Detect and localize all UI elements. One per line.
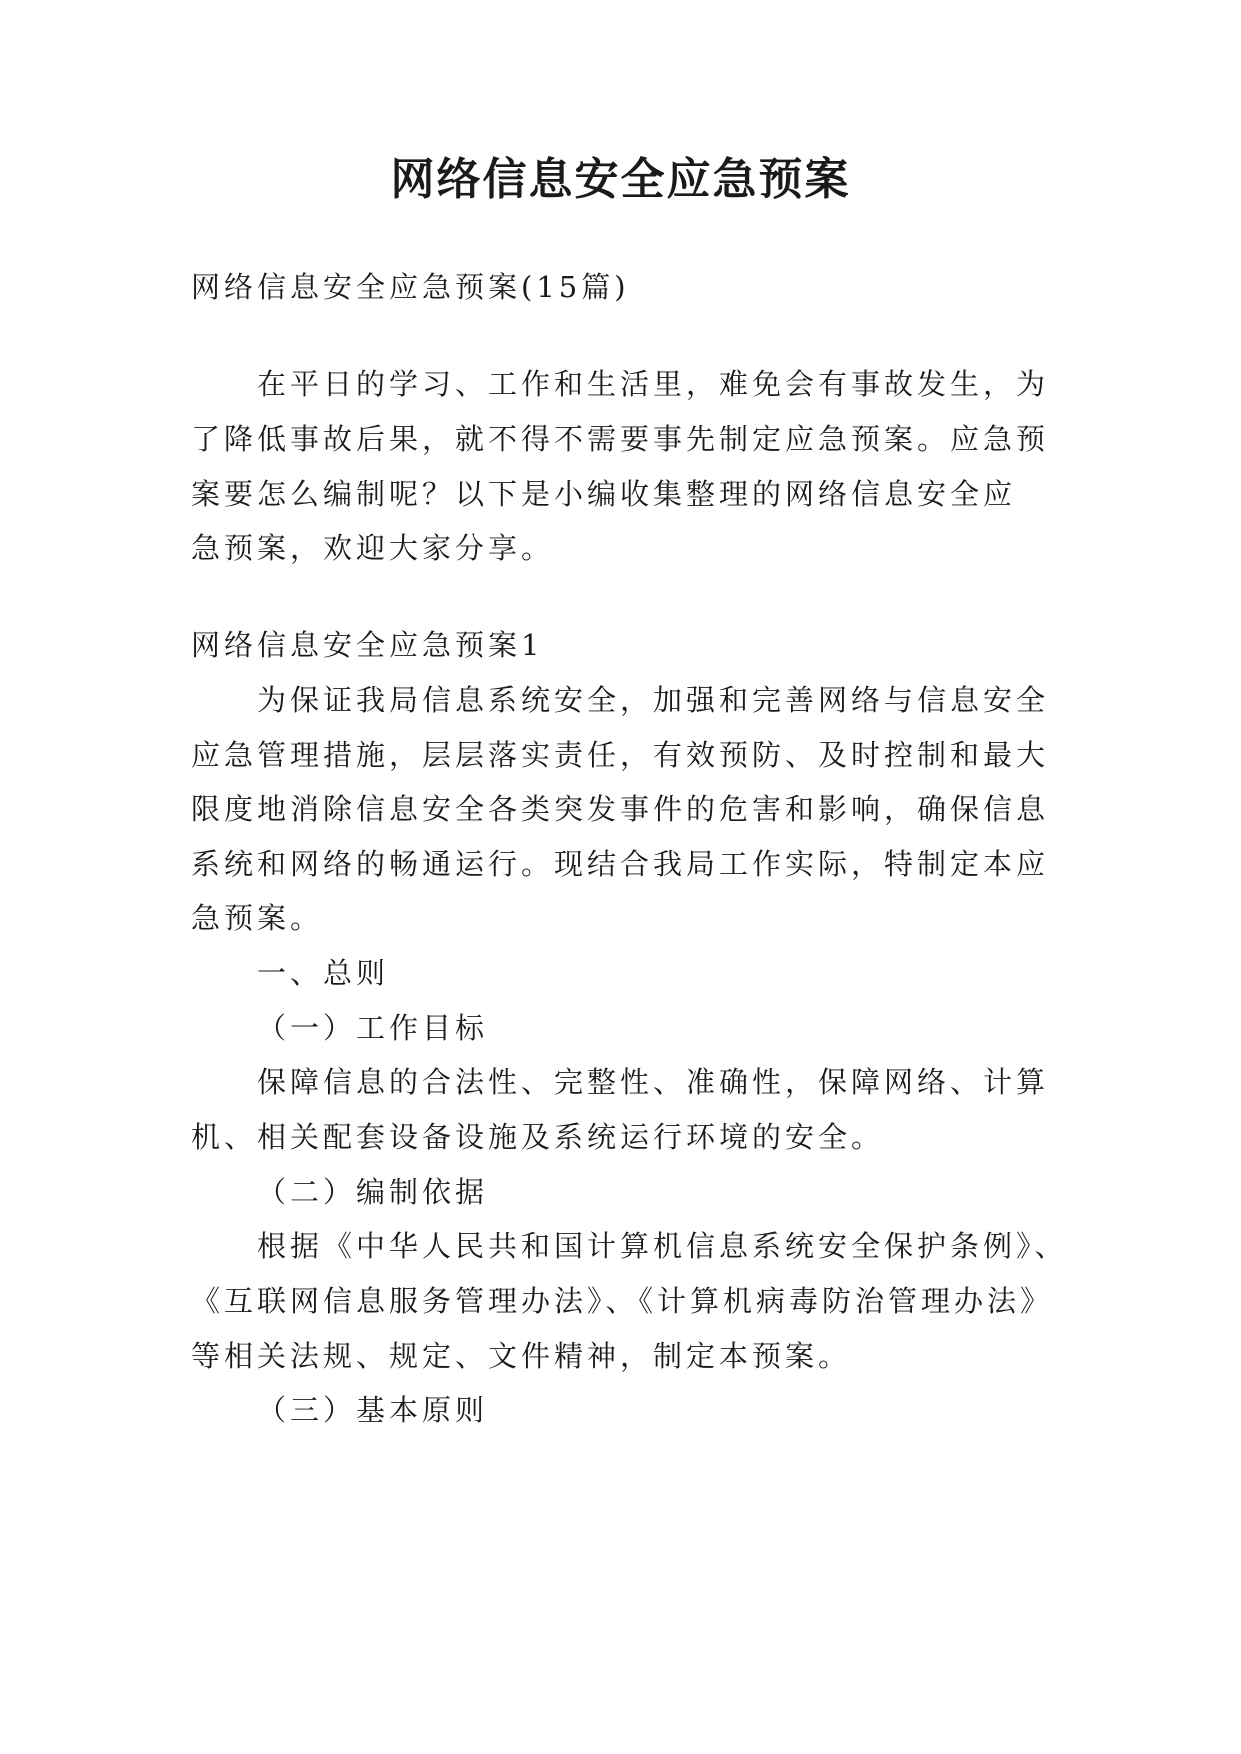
body-line: 机、相关配套设备设施及系统运行环境的安全。	[191, 1120, 885, 1154]
body-line: 等相关法规、规定、文件精神，制定本预案。	[191, 1339, 852, 1373]
section-title: 网络信息安全应急预案1	[191, 628, 544, 662]
intro-line: 在平日的学习、工作和生活里，难免会有事故发生，为	[257, 367, 1050, 401]
intro-line: 了降低事故后果，就不得不需要事先制定应急预案。应急预	[191, 422, 1050, 456]
body-line: 限度地消除信息安全各类突发事件的危害和影响，确保信息	[191, 792, 1050, 826]
body-line: 《互联网信息服务管理办法》、《计算机病毒防治管理办法》	[191, 1284, 1054, 1318]
heading-general: 一、总则	[257, 956, 390, 990]
body-line: 根据《中华人民共和国计算机信息系统安全保护条例》、	[257, 1229, 1068, 1263]
body-line: 应急管理措施，层层落实责任，有效预防、及时控制和最大	[191, 738, 1050, 772]
body-line: 为保证我局信息系统安全，加强和完善网络与信息安全	[257, 683, 1050, 717]
body-line: 系统和网络的畅通运行。现结合我局工作实际，特制定本应	[191, 847, 1050, 881]
body-line: 保障信息的合法性、完整性、准确性，保障网络、计算	[257, 1065, 1050, 1099]
document-subtitle: 网络信息安全应急预案(15篇)	[191, 270, 630, 304]
body-line: 急预案。	[191, 901, 324, 935]
document-title: 网络信息安全应急预案	[390, 154, 851, 205]
heading-basis: （二）编制依据	[257, 1175, 489, 1209]
intro-line: 案要怎么编制呢？以下是小编收集整理的网络信息安全应	[191, 477, 1017, 511]
heading-principles: （三）基本原则	[257, 1393, 489, 1427]
heading-objective: （一）工作目标	[257, 1011, 489, 1045]
intro-line: 急预案，欢迎大家分享。	[191, 531, 555, 565]
